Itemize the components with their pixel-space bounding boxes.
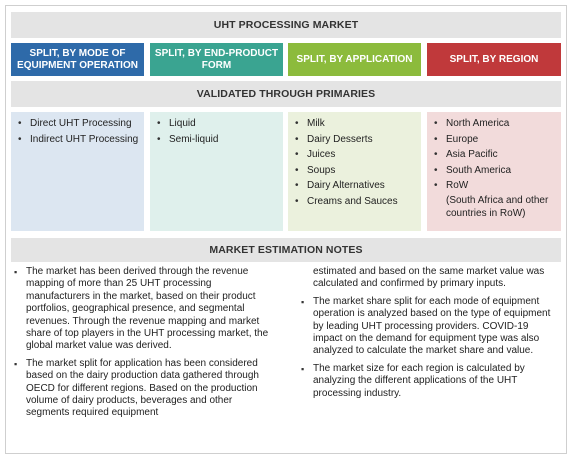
notes-left-column	[11, 266, 273, 425]
notes-banner: MARKET ESTIMATION NOTES	[11, 238, 561, 262]
split-end-product-form: SPLIT, BY END-PRODUCT FORM	[150, 43, 283, 76]
note-item: ▪ The market size for each region is calculated by analyzing the different applications of the UHT processing industry.	[298, 363, 560, 400]
list-item: • Europe	[433, 132, 557, 148]
list-item: • South America	[433, 163, 557, 179]
notes-right-column	[298, 266, 560, 405]
list-item: • Semi-liquid	[156, 132, 279, 148]
note-item: ▪ The market share split for each mode of equipment operation is analyzed based on the type of equipment by leading UHT processing providers. COVID-19 impact on the demand for equipment type was also analyzed to calculate the market share and value.	[298, 296, 560, 358]
split-region: SPLIT, BY REGION	[427, 43, 561, 76]
list-item	[433, 178, 557, 220]
list-item: • Soups	[294, 163, 417, 179]
list-item: • Milk	[294, 116, 417, 132]
list-item: • North America	[433, 116, 557, 132]
diagram-title: UHT PROCESSING MARKET	[11, 12, 561, 38]
note-item: ▪ The market has been derived through the revenue mapping of more than 25 UHT processing manufacturers in the market, based on their product portfolios, geographical presence, and segmental revenues. Through the revenue mapping and market share of top players in the UHT processing market, the global market value was derived.	[11, 266, 273, 353]
region-list	[427, 112, 561, 231]
list-item: • Direct UHT Processing	[17, 116, 140, 132]
validated-banner: VALIDATED THROUGH PRIMARIES	[11, 81, 561, 107]
note-continuation: estimated and based on the same market value was calculated and confirmed by primary inputs.	[313, 266, 545, 290]
notes-body	[11, 266, 561, 450]
list-item: • Juices	[294, 147, 417, 163]
region-row-note: (South Africa and other countries in RoW)	[446, 194, 549, 219]
list-item: • Creams and Sauces	[294, 194, 417, 210]
split-application: SPLIT, BY APPLICATION	[288, 43, 421, 76]
region-row-label: RoW	[446, 180, 469, 191]
list-item: • Indirect UHT Processing	[17, 132, 140, 148]
list-item: • Liquid	[156, 116, 279, 132]
equipment-operation-list	[11, 112, 144, 231]
application-list	[288, 112, 421, 231]
list-item: • Dairy Desserts	[294, 132, 417, 148]
end-product-form-list	[150, 112, 283, 231]
list-item: • Dairy Alternatives	[294, 178, 417, 194]
list-item: • Asia Pacific	[433, 147, 557, 163]
split-equipment-operation: SPLIT, BY MODE OF EQUIPMENT OPERATION	[11, 43, 144, 76]
note-item: ▪ The market split for application has been considered based on the dairy production data gathered through OECD for different regions. Based on the production volume of dairy products, beverages and other segments required equipment	[11, 358, 273, 420]
